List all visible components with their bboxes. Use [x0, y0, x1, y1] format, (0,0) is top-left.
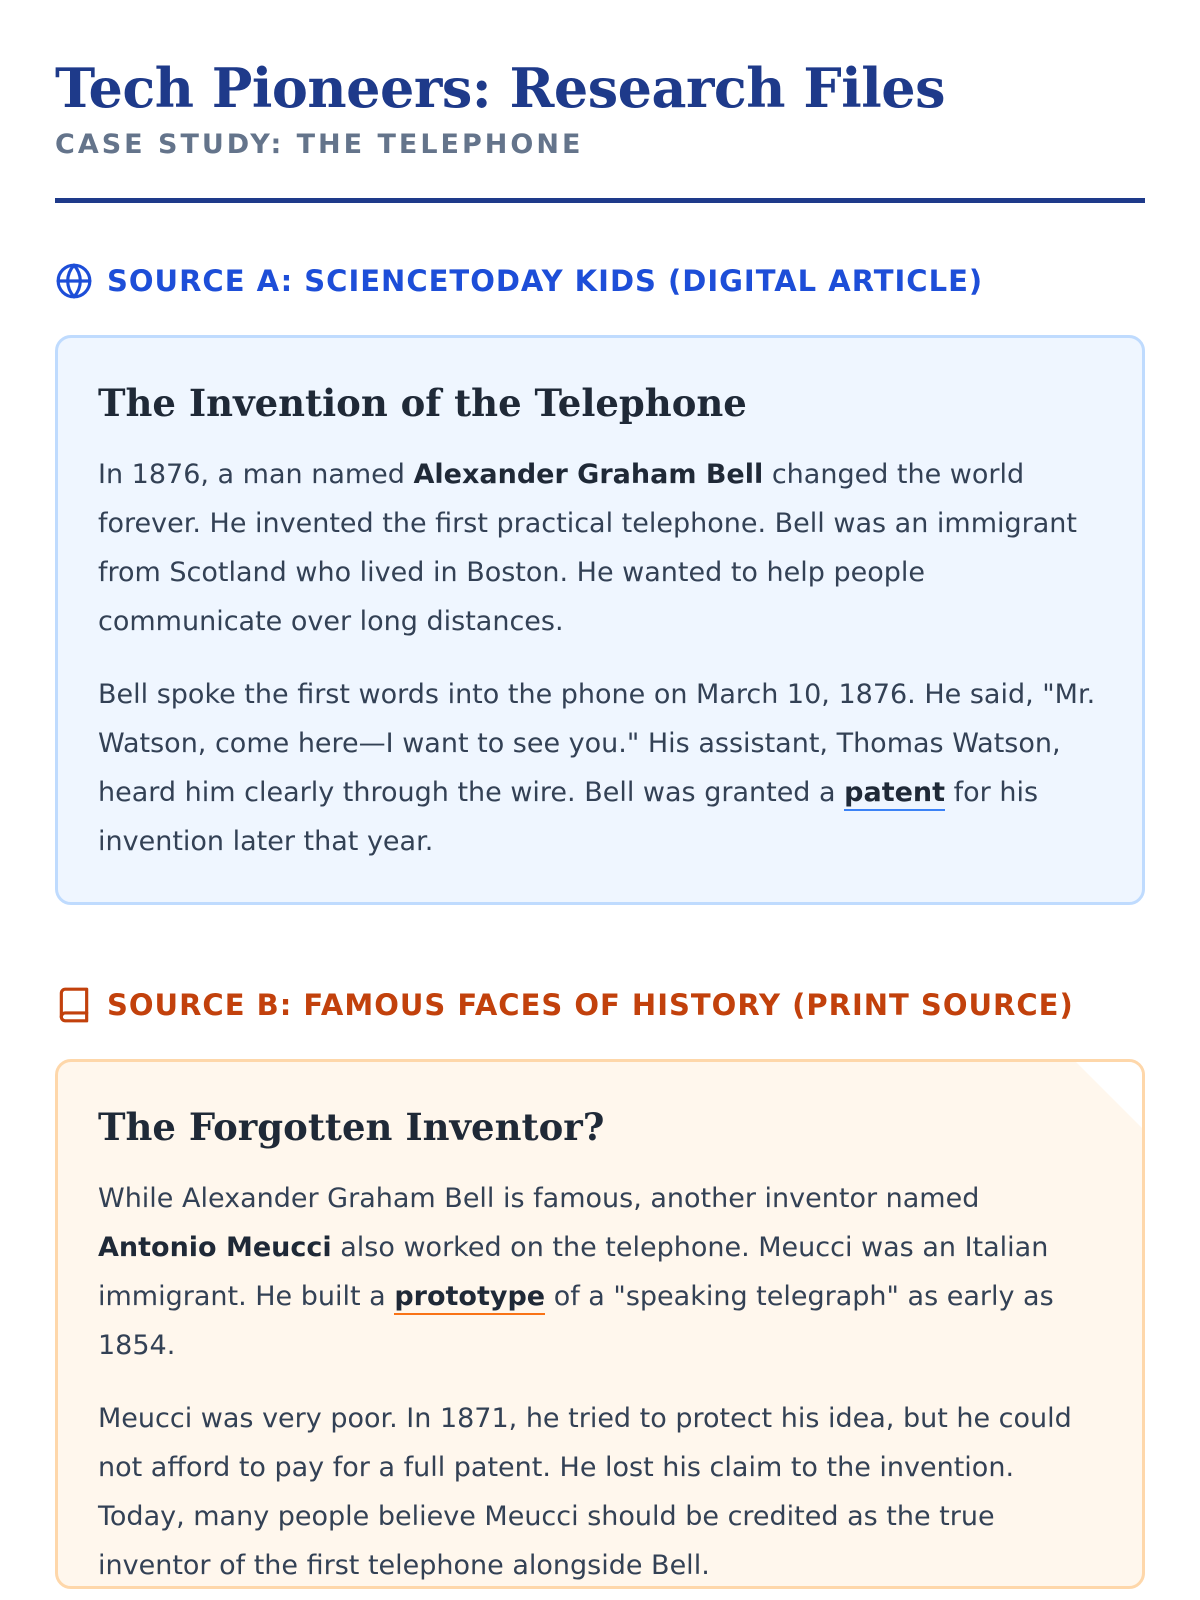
- bold-name: Antonio Meucci: [98, 1232, 332, 1263]
- page-fold-corner: [1073, 1059, 1145, 1131]
- header-divider: [55, 198, 1145, 203]
- source-a-heading-label: SOURCE A: SCIENCETODAY KIDS (DIGITAL ARTICLE): [107, 264, 984, 298]
- text-span: In 1876, a man named: [98, 459, 414, 490]
- text-span: of a "speaking telegraph" as early as 1854.: [98, 1281, 1054, 1361]
- glossary-term-patent[interactable]: patent: [844, 777, 945, 811]
- source-b-card: [55, 1059, 1145, 1589]
- glossary-term-prototype[interactable]: prototype: [394, 1281, 545, 1315]
- page-subtitle: CASE STUDY: THE TELEPHONE: [55, 129, 584, 160]
- source-b-paragraph-2: Meucci was very poor. In 1871, he tried to protect his idea, but he could not afford to pay for a full patent. He lost his claim to the invention. Today, many people believe Meucci should be credited as the true inventor of the first telephone alongside Bell.: [98, 1403, 1072, 1581]
- page-title: Tech Pioneers: Research Files: [55, 56, 945, 120]
- text-span: also worked on the telephone. Meucci was an Italian immigrant. He built a: [98, 1232, 1049, 1312]
- text-span: While Alexander Graham Bell is famous, another inventor named: [98, 1183, 980, 1214]
- text-span: changed the world forever. He invented the first practical telephone. Bell was an immigrant from Scotland who lived in Boston. He wanted to help people communicate over long distances.: [98, 459, 1077, 637]
- source-a-paragraph-2: [98, 670, 1102, 866]
- source-a-heading: [55, 261, 1145, 301]
- text-span: Bell spoke the first words into the phone on March 10, 1876. He said, "Mr. Watson, come here—I want to see you." His assistant, Thomas Watson, heard him clearly through the wire. Bell was granted a: [98, 679, 1096, 808]
- source-a-card: [55, 335, 1145, 905]
- source-b-card-title: The Forgotten Inventor?: [98, 1105, 605, 1149]
- bold-name: Alexander Graham Bell: [413, 459, 764, 490]
- page-header: [55, 0, 1145, 203]
- source-b-heading-label: SOURCE B: FAMOUS FACES OF HISTORY (PRINT SOURCE): [107, 988, 1074, 1022]
- source-a-paragraph-1: [98, 450, 1102, 646]
- source-b-paragraph-1: [98, 1174, 1102, 1370]
- book-icon: [55, 986, 93, 1024]
- source-b-heading: [55, 985, 1145, 1025]
- source-a-card-title: The Invention of the Telephone: [98, 381, 747, 425]
- globe-icon: [55, 262, 93, 300]
- text-span: for his invention later that year.: [98, 777, 1039, 857]
